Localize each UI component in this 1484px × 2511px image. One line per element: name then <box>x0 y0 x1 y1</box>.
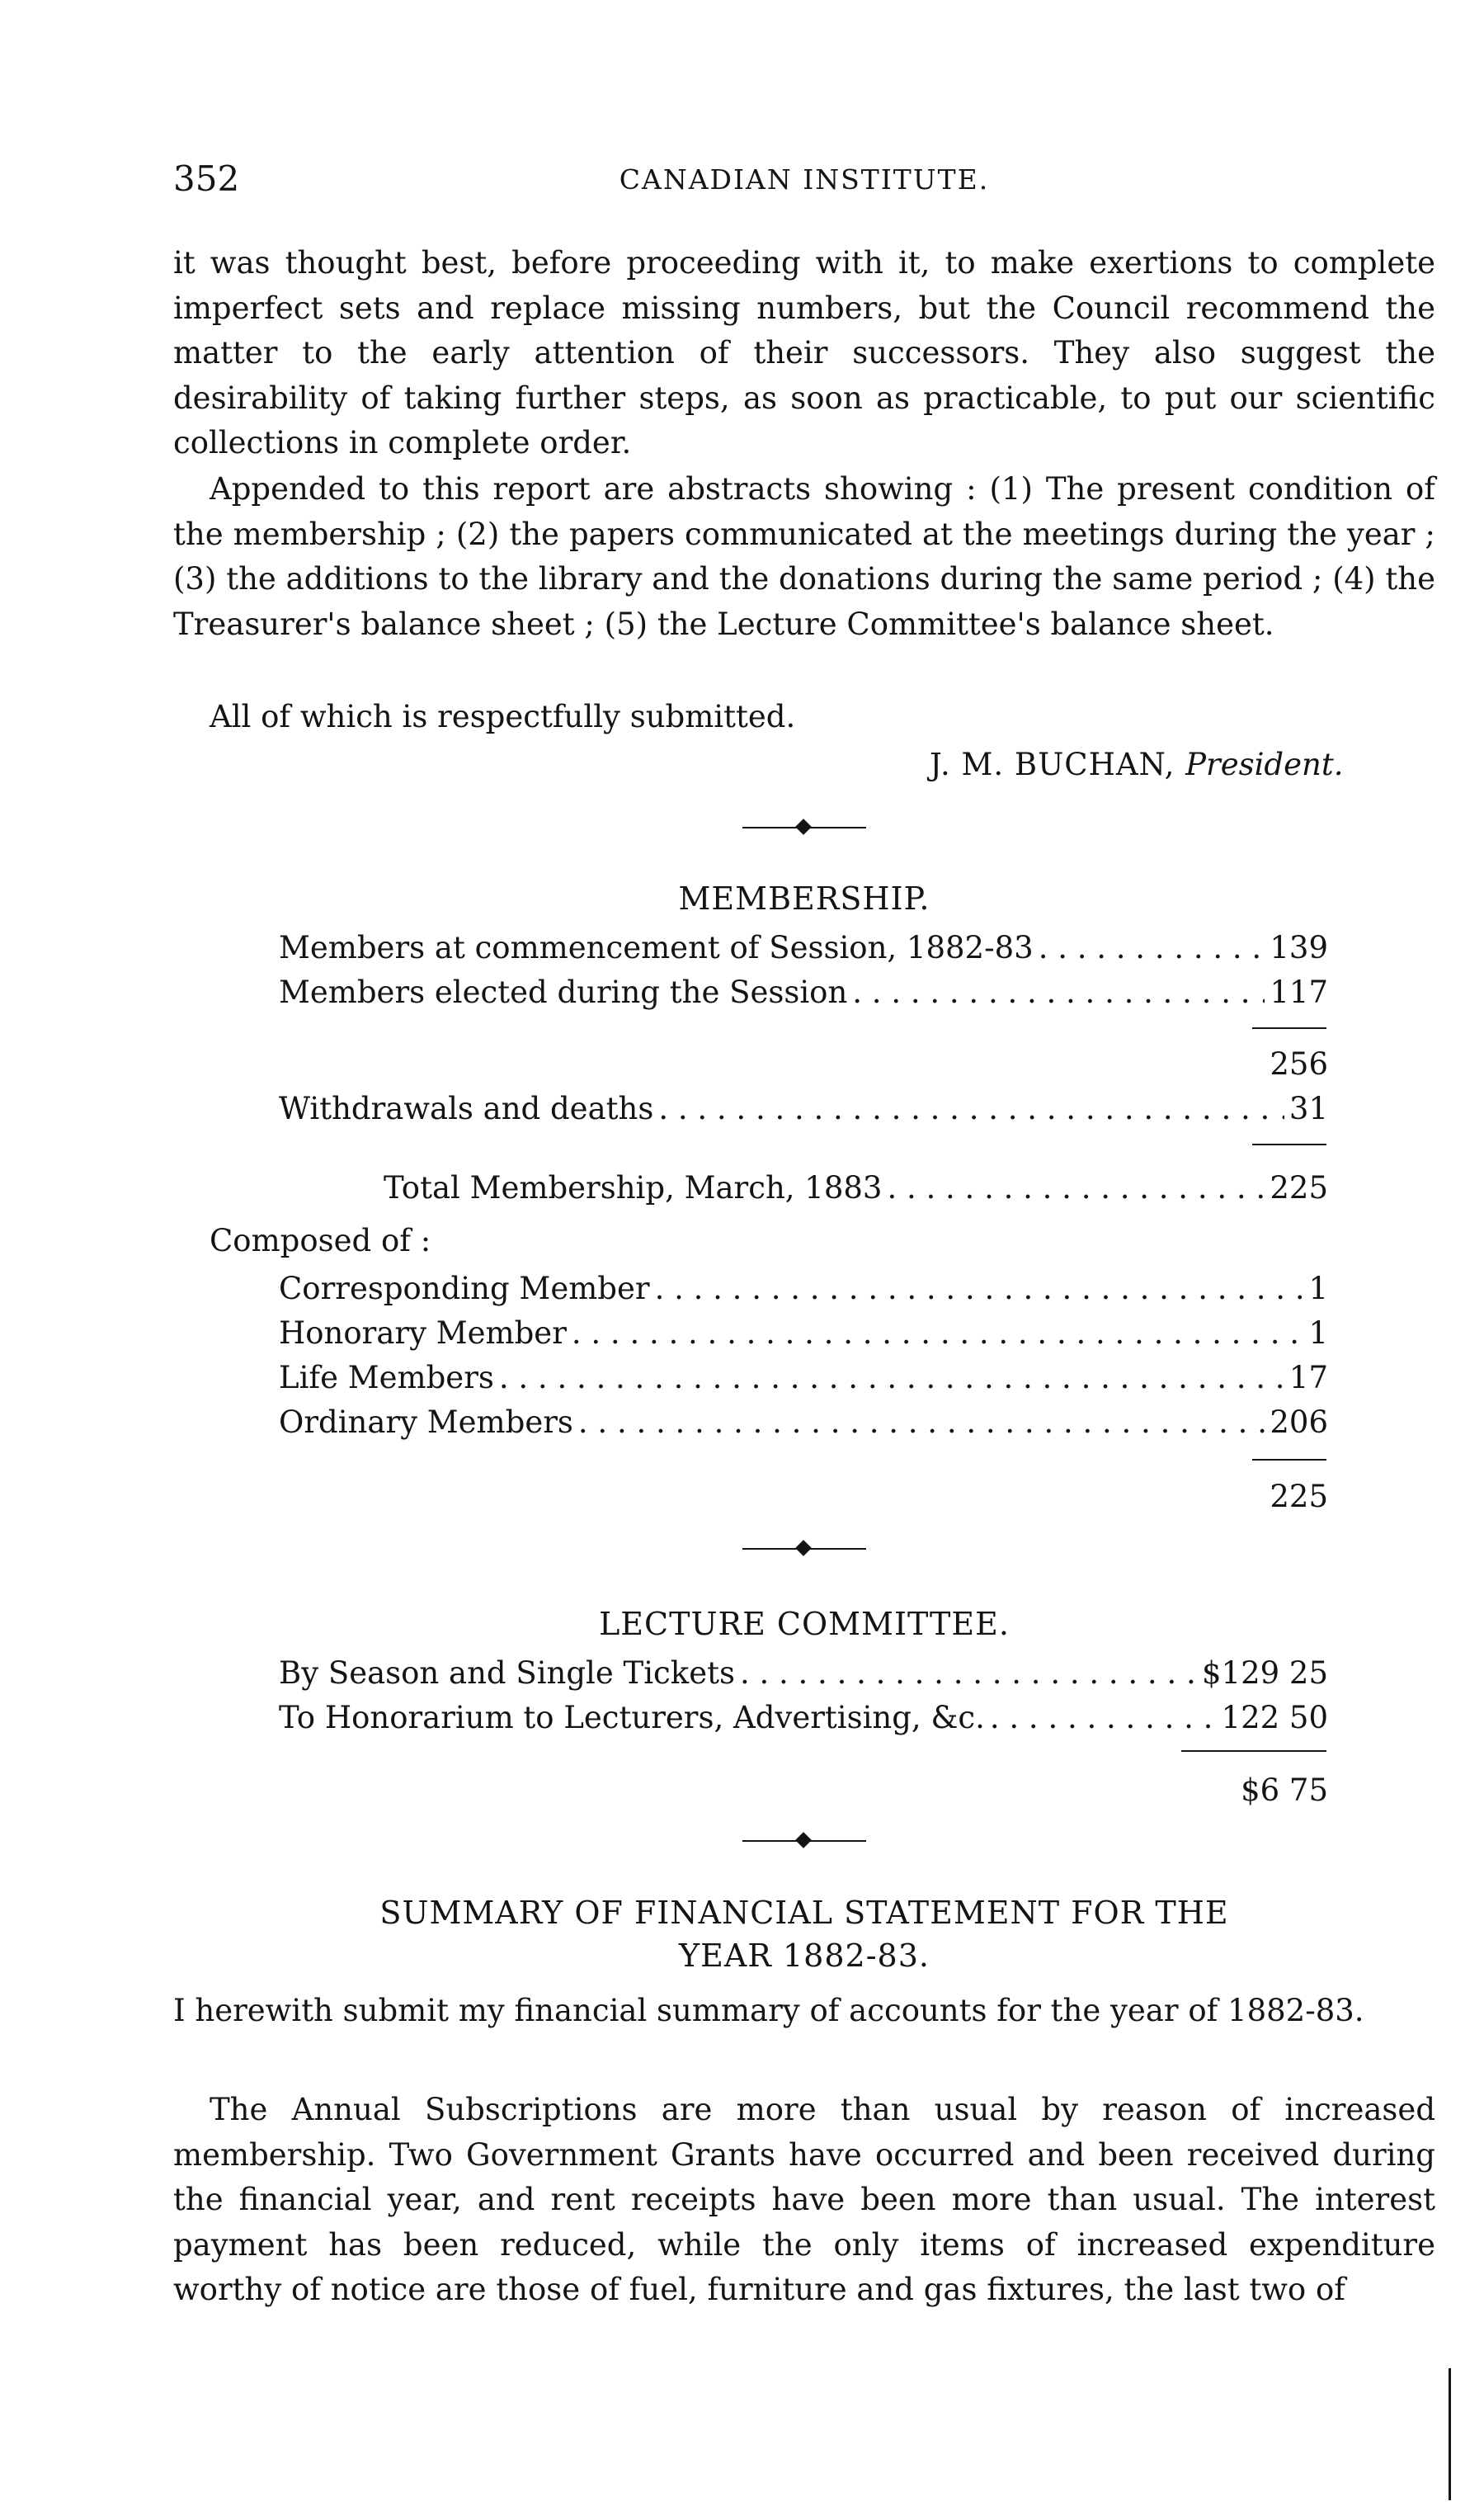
intro-paragraph-2: Appended to this report are abstracts showing : (1) The present condition of the membership ; (2) the papers communicated at the meetings during the year ; (3) the additions to the library and the donations during the same period ; (4) the Treasurer's balance sheet ; (5) the Lecture Committee's balance sheet. <box>173 471 1435 642</box>
signature <box>930 747 1343 782</box>
lecture-committee-heading: LECTURE COMMITTEE. <box>599 1606 1010 1642</box>
closing-line: All of which is respectfully submitted. <box>210 699 796 734</box>
lecture-row <box>279 1655 1328 1698</box>
section-divider-ornament <box>742 1833 866 1849</box>
withdrawals-label: Withdrawals and deaths <box>279 1091 654 1126</box>
membership-row <box>279 930 1328 973</box>
composition-value: 1 <box>1308 1315 1328 1351</box>
membership-row-value: 139 <box>1270 930 1328 965</box>
signature-name: J. M. BUCHAN, <box>930 747 1175 782</box>
sum-rule <box>1181 1750 1326 1752</box>
page-header <box>173 158 1435 216</box>
withdrawals-row <box>279 1091 1328 1134</box>
financial-heading <box>173 1891 1435 1977</box>
membership-heading: MEMBERSHIP. <box>678 880 930 917</box>
composition-label: Ordinary Members <box>279 1404 573 1440</box>
lecture-balance: $6 75 <box>1241 1772 1328 1808</box>
financial-paragraph-1: I herewith submit my financial summary of accounts for the year of 1882-83. <box>173 1993 1364 2028</box>
sum-rule <box>1252 1027 1326 1029</box>
composed-of-label: Composed of : <box>210 1223 431 1258</box>
intro-paragraph-1: it was thought best, before proceeding with it, to make exertions to complete imperfect sets and replace missing numbers, but the Council recommend the matter to the early attention of their successors. They also suggest the desirability of taking further steps, as soon as practicable, to put our scientific collections in complete order. <box>173 245 1435 460</box>
composition-row <box>279 1360 1328 1403</box>
financial-paragraph-2: The Annual Subscriptions are more than usual by reason of increased membership. Two Government Grants have occurred and been received during the financial year, and rent receipts have been more than usual. The interest payment has been reduced, while the only items of increased expenditure worthy of notice are those of fuel, furniture and gas fixtures, the last two of <box>173 2092 1435 2307</box>
membership-subtotal: 256 <box>1270 1046 1328 1082</box>
signature-title: President. <box>1185 747 1344 782</box>
composition-label: Life Members <box>279 1360 494 1395</box>
membership-row-label: Members at commencement of Session, 1882-83 <box>279 930 1034 965</box>
composition-value: 17 <box>1288 1360 1328 1395</box>
running-title: CANADIAN INSTITUTE. <box>619 163 990 196</box>
composition-value: 206 <box>1270 1404 1328 1440</box>
total-membership-row <box>384 1170 1328 1213</box>
composition-value: 1 <box>1308 1271 1328 1306</box>
membership-row-value: 117 <box>1270 975 1328 1010</box>
section-divider-ornament <box>742 819 866 836</box>
financial-heading-line-2: YEAR 1882-83. <box>679 1938 930 1974</box>
composition-label: Honorary Member <box>279 1315 567 1351</box>
sum-rule <box>1252 1144 1326 1145</box>
lecture-row <box>279 1700 1328 1743</box>
financial-heading-line-1: SUMMARY OF FINANCIAL STATEMENT FOR THE <box>379 1895 1229 1931</box>
margin-mark <box>1449 2368 1451 2500</box>
total-membership-label: Total Membership, March, 1883 <box>384 1170 883 1206</box>
lecture-row-value: $129 25 <box>1201 1655 1328 1691</box>
total-membership-value: 225 <box>1270 1170 1328 1206</box>
sum-rule <box>1252 1459 1326 1461</box>
withdrawals-value: 31 <box>1288 1091 1328 1126</box>
membership-row-label: Members elected during the Session <box>279 975 848 1010</box>
membership-row <box>279 975 1328 1017</box>
composition-label: Corresponding Member <box>279 1271 650 1306</box>
composition-row <box>279 1271 1328 1314</box>
lecture-row-label: By Season and Single Tickets <box>279 1655 735 1691</box>
lecture-row-value: 122 50 <box>1221 1700 1328 1735</box>
section-divider-ornament <box>742 1541 866 1557</box>
page-number: 352 <box>173 158 240 199</box>
lecture-row-label: To Honorarium to Lecturers, Advertising, &c. <box>279 1700 985 1735</box>
composition-row <box>279 1315 1328 1358</box>
composition-total: 225 <box>1270 1479 1328 1514</box>
composition-row <box>279 1404 1328 1447</box>
